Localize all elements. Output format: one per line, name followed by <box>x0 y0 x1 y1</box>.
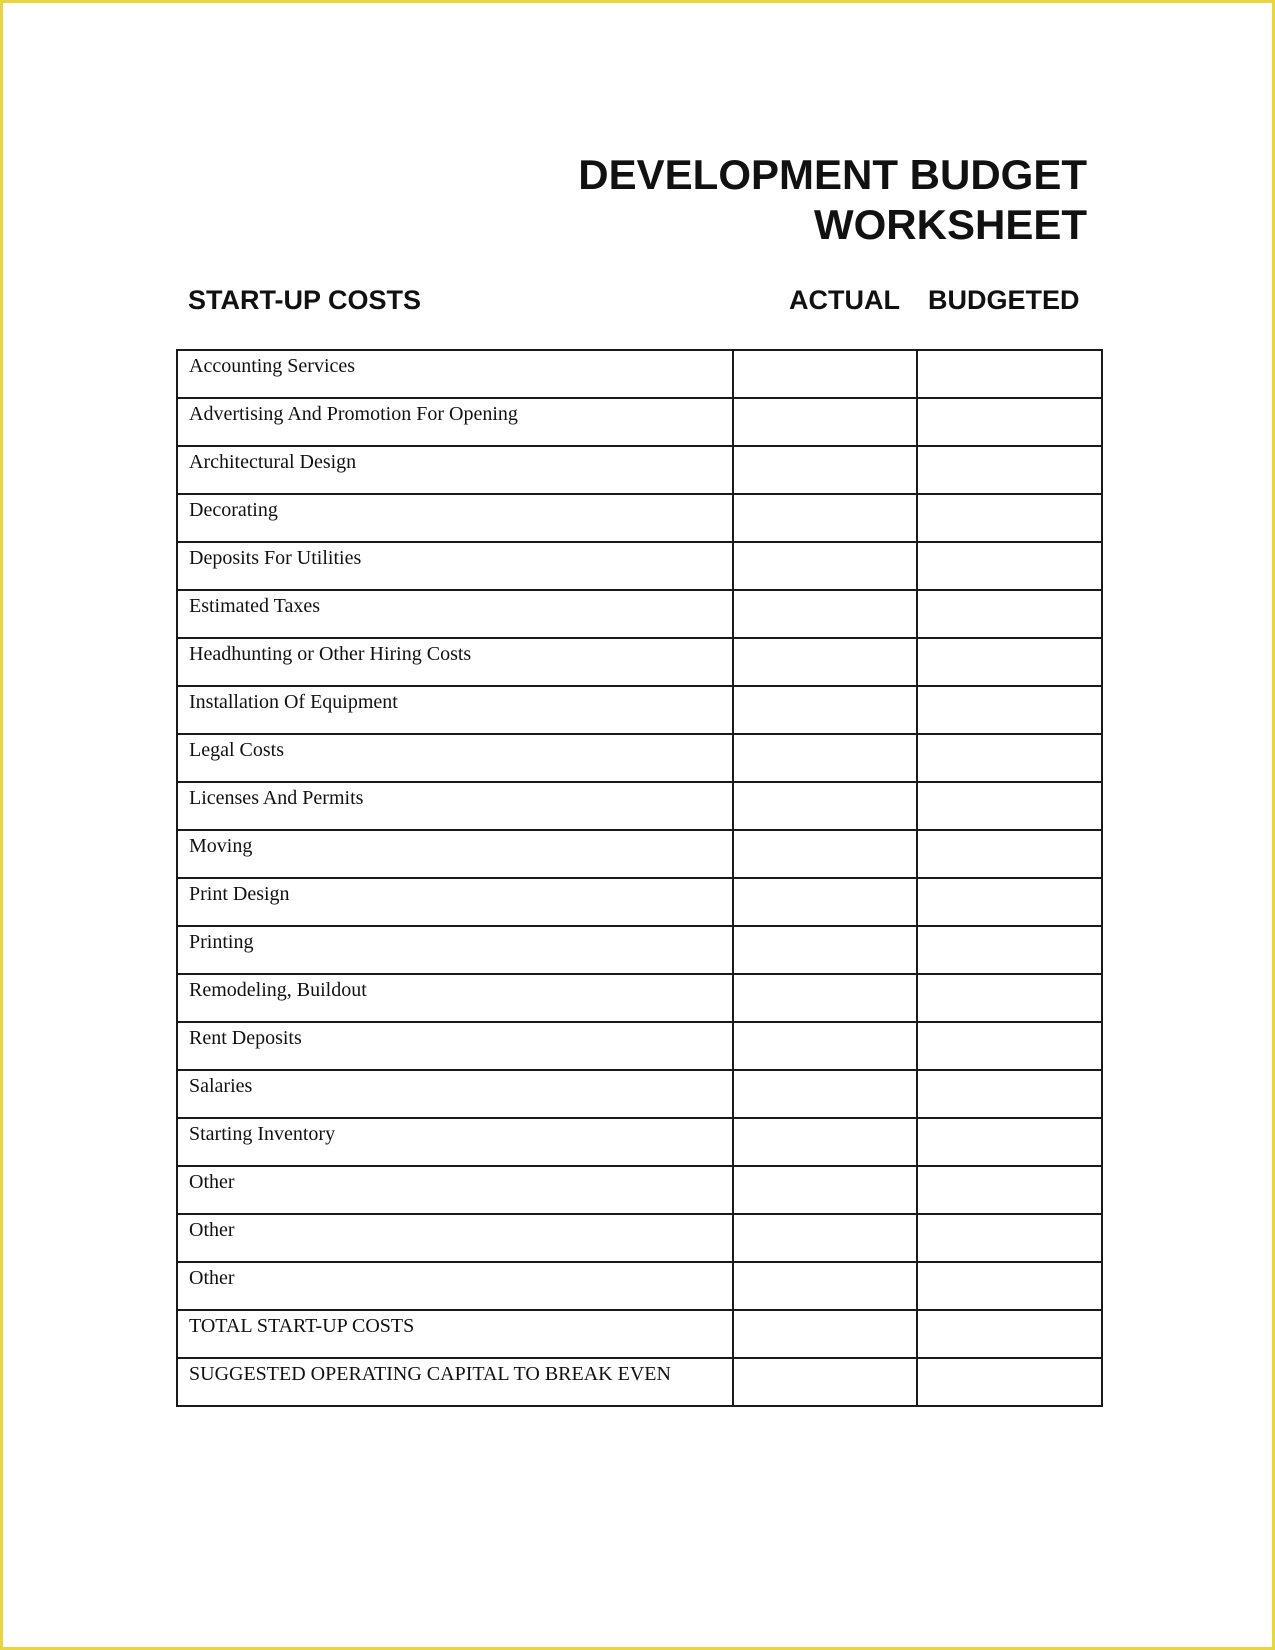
budgeted-cell[interactable] <box>917 734 1102 782</box>
document-title <box>387 150 1087 250</box>
actual-cell[interactable] <box>733 1118 917 1166</box>
table-row <box>177 1310 1102 1358</box>
actual-cell[interactable] <box>733 878 917 926</box>
actual-cell[interactable] <box>733 350 917 398</box>
row-label: Rent Deposits <box>177 1022 733 1070</box>
budgeted-cell[interactable] <box>917 1358 1102 1406</box>
budgeted-cell[interactable] <box>917 542 1102 590</box>
budget-table <box>176 349 1103 1407</box>
row-label: Other <box>177 1214 733 1262</box>
actual-cell[interactable] <box>733 734 917 782</box>
table-row <box>177 590 1102 638</box>
table-row <box>177 398 1102 446</box>
table-row <box>177 734 1102 782</box>
row-label: Starting Inventory <box>177 1118 733 1166</box>
budgeted-cell[interactable] <box>917 1022 1102 1070</box>
budgeted-cell[interactable] <box>917 974 1102 1022</box>
budgeted-cell[interactable] <box>917 926 1102 974</box>
budgeted-cell[interactable] <box>917 1118 1102 1166</box>
actual-cell[interactable] <box>733 926 917 974</box>
budgeted-cell[interactable] <box>917 1310 1102 1358</box>
row-label: Other <box>177 1262 733 1310</box>
actual-cell[interactable] <box>733 542 917 590</box>
table-row <box>177 1166 1102 1214</box>
actual-cell[interactable] <box>733 1070 917 1118</box>
actual-cell[interactable] <box>733 1214 917 1262</box>
row-label: Print Design <box>177 878 733 926</box>
column-header-budgeted: BUDGETED <box>928 285 1080 315</box>
budgeted-cell[interactable] <box>917 1214 1102 1262</box>
row-label: Installation Of Equipment <box>177 686 733 734</box>
table-row <box>177 1118 1102 1166</box>
actual-cell[interactable] <box>733 494 917 542</box>
actual-cell[interactable] <box>733 398 917 446</box>
actual-cell[interactable] <box>733 1166 917 1214</box>
row-label: Legal Costs <box>177 734 733 782</box>
actual-cell[interactable] <box>733 830 917 878</box>
row-label: Decorating <box>177 494 733 542</box>
table-row <box>177 686 1102 734</box>
budgeted-cell[interactable] <box>917 686 1102 734</box>
row-label: Moving <box>177 830 733 878</box>
row-label: Advertising And Promotion For Opening <box>177 398 733 446</box>
row-label: Architectural Design <box>177 446 733 494</box>
actual-cell[interactable] <box>733 590 917 638</box>
budgeted-cell[interactable] <box>917 782 1102 830</box>
table-row <box>177 782 1102 830</box>
table-row <box>177 446 1102 494</box>
actual-cell[interactable] <box>733 1358 917 1406</box>
table-row <box>177 974 1102 1022</box>
budgeted-cell[interactable] <box>917 830 1102 878</box>
row-label: Remodeling, Buildout <box>177 974 733 1022</box>
row-label: Other <box>177 1166 733 1214</box>
budgeted-cell[interactable] <box>917 494 1102 542</box>
table-row <box>177 1214 1102 1262</box>
row-label: Licenses And Permits <box>177 782 733 830</box>
table-row <box>177 638 1102 686</box>
table-row <box>177 926 1102 974</box>
title-line-2: WORKSHEET <box>814 201 1087 248</box>
budgeted-cell[interactable] <box>917 638 1102 686</box>
budget-table-body <box>177 350 1102 1406</box>
row-label: Salaries <box>177 1070 733 1118</box>
row-label: Deposits For Utilities <box>177 542 733 590</box>
table-row <box>177 1022 1102 1070</box>
row-label: Printing <box>177 926 733 974</box>
table-row <box>177 1262 1102 1310</box>
table-row <box>177 542 1102 590</box>
actual-cell[interactable] <box>733 782 917 830</box>
row-label: Estimated Taxes <box>177 590 733 638</box>
row-label: Accounting Services <box>177 350 733 398</box>
table-row <box>177 1070 1102 1118</box>
title-line-1: DEVELOPMENT BUDGET <box>578 151 1087 198</box>
actual-cell[interactable] <box>733 1022 917 1070</box>
table-row <box>177 878 1102 926</box>
row-label: Headhunting or Other Hiring Costs <box>177 638 733 686</box>
budgeted-cell[interactable] <box>917 878 1102 926</box>
table-row <box>177 350 1102 398</box>
actual-cell[interactable] <box>733 686 917 734</box>
table-row <box>177 494 1102 542</box>
actual-cell[interactable] <box>733 446 917 494</box>
budgeted-cell[interactable] <box>917 1166 1102 1214</box>
table-row <box>177 1358 1102 1406</box>
actual-cell[interactable] <box>733 1262 917 1310</box>
budgeted-cell[interactable] <box>917 446 1102 494</box>
budgeted-cell[interactable] <box>917 1262 1102 1310</box>
budgeted-cell[interactable] <box>917 1070 1102 1118</box>
budgeted-cell[interactable] <box>917 590 1102 638</box>
actual-cell[interactable] <box>733 974 917 1022</box>
actual-cell[interactable] <box>733 638 917 686</box>
budgeted-cell[interactable] <box>917 398 1102 446</box>
column-header-actual: ACTUAL <box>789 285 900 315</box>
row-label: TOTAL START-UP COSTS <box>177 1310 733 1358</box>
table-row <box>177 830 1102 878</box>
actual-cell[interactable] <box>733 1310 917 1358</box>
budgeted-cell[interactable] <box>917 350 1102 398</box>
row-label: SUGGESTED OPERATING CAPITAL TO BREAK EVEN <box>177 1358 733 1406</box>
section-header-startup-costs: START-UP COSTS <box>188 285 422 315</box>
